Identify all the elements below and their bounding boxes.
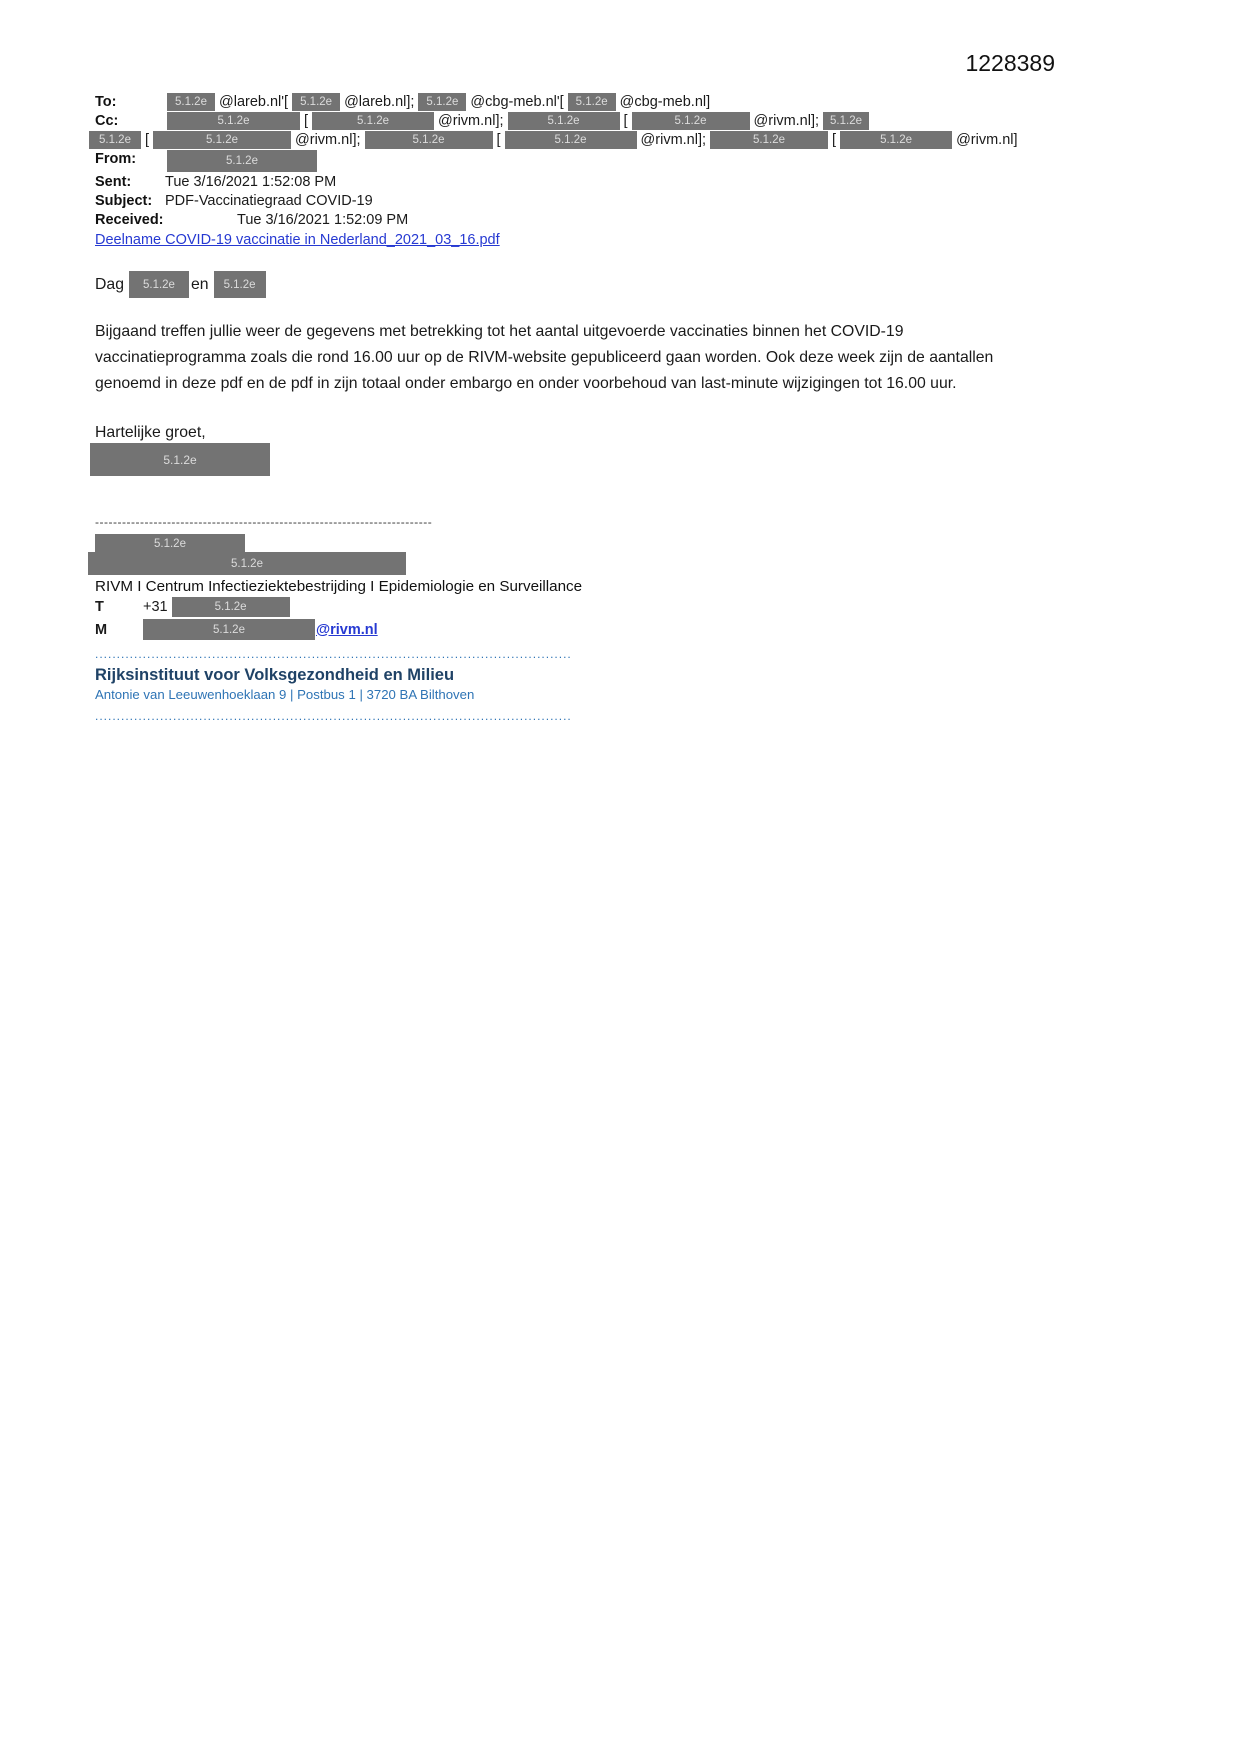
redaction-box-signoff-name: 5.1.2e [90, 443, 270, 476]
segment-text: @lareb.nl'[ [219, 94, 289, 110]
received-label: Received: [95, 212, 164, 228]
dashed-separator: --------------------------------------------------------------------------- [95, 515, 433, 529]
rivm-department-line: RIVM I Centrum Infectieziektebestrijding I Epidemiologie en Surveillance [95, 578, 583, 595]
redaction-box: 5.1.2e [167, 93, 215, 111]
redaction-box: 5.1.2e [505, 131, 637, 149]
sent-row [95, 173, 1035, 191]
redaction-box: 5.1.2e [823, 112, 869, 130]
redaction-box: 5.1.2e [89, 131, 141, 149]
subject-row [95, 192, 1035, 210]
segment-text: @cbg-meb.nl] [619, 94, 711, 110]
segment-text: @rivm.nl]; [438, 113, 504, 129]
segment-text: [ [304, 113, 309, 129]
redaction-box-phone-number: 5.1.2e [172, 597, 290, 617]
redaction-box: 5.1.2e [312, 112, 434, 130]
segment-text: en [190, 275, 209, 293]
segment-text: @rivm.nl] [956, 132, 1018, 148]
dotted-separator-bottom: .............................................................................................................. [95, 709, 572, 723]
subject-value: PDF-Vaccinatiegraad COVID-19 [165, 193, 373, 209]
subject-label: Subject: [95, 193, 153, 209]
body-paragraph: Bijgaand treffen jullie weer de gegevens met betrekking tot het aantal uitgevoerde vaccinaties binnen het COVID-19 vaccinatieprogramma zoals die rond 16.00 uur op de RIVM-website gepubliceerd gaan worden. Ook deze week zijn de aantallen genoemd in deze pdf en de pdf in zijn totaal onder embargo en onder voorbehoud van last-minute wijzigingen tot 16.00 uur. [95, 323, 994, 392]
dotted-separator-top: .............................................................................................................. [95, 647, 572, 661]
rivm-email-link[interactable]: @rivm.nl [316, 621, 378, 638]
institute-name: Rijksinstituut voor Volksgezondheid en Milieu [95, 666, 455, 684]
redaction-box: 5.1.2e [840, 131, 952, 149]
closing-line: Hartelijke groet, [95, 424, 206, 441]
cc-continuation-row [95, 131, 1035, 149]
segment-text: @cbg-meb.nl'[ [470, 94, 564, 110]
phone-row [95, 597, 1035, 617]
phone-label: T [95, 599, 104, 615]
sent-label: Sent: [95, 174, 132, 190]
redaction-box: 5.1.2e [214, 271, 266, 298]
segment-text: @rivm.nl]; [753, 113, 820, 129]
redaction-box: 5.1.2e [292, 93, 340, 111]
cc-row [95, 112, 1035, 130]
from-label: From: [95, 151, 137, 167]
redaction-box: 5.1.2e [153, 131, 291, 149]
redaction-box: 5.1.2e [632, 112, 750, 130]
cc-recipients-continued [87, 131, 1020, 149]
redaction-box: 5.1.2e [568, 93, 616, 111]
redaction-box-email-user: 5.1.2e [143, 619, 315, 640]
sent-value: Tue 3/16/2021 1:52:08 PM [165, 174, 337, 190]
mobile-label: M [95, 621, 108, 638]
institute-address: Antonie van Leeuwenhoeklaan 9 | Postbus 1 | 3720 BA Bilthoven [95, 687, 475, 702]
to-recipients [165, 93, 712, 111]
cc-label: Cc: [95, 113, 119, 129]
received-row [95, 211, 1035, 229]
segment-text: [ [832, 132, 837, 148]
segment-text: @rivm.nl]; [640, 132, 707, 148]
document-id-number: 1228389 [965, 50, 1055, 76]
segment-text: @lareb.nl]; [344, 94, 415, 110]
segment-text: [ [623, 113, 628, 129]
greeting-line [95, 271, 1035, 298]
to-row [95, 93, 1035, 111]
segment-text: Dag [95, 275, 124, 293]
redaction-box: 5.1.2e [365, 131, 493, 149]
to-label: To: [95, 94, 117, 110]
mobile-row [95, 619, 1035, 640]
redaction-box: 5.1.2e [167, 112, 300, 130]
segment-text: @rivm.nl]; [295, 132, 361, 148]
attachment-link[interactable]: Deelname COVID-19 vaccinatie in Nederland_2021_03_16.pdf [95, 232, 500, 248]
received-value: Tue 3/16/2021 1:52:09 PM [237, 212, 409, 228]
redaction-box: 5.1.2e [129, 271, 189, 298]
segment-text: [ [145, 132, 150, 148]
redaction-box-signature-role: 5.1.2e [88, 552, 406, 575]
redaction-box: 5.1.2e [418, 93, 466, 111]
redaction-box: 5.1.2e [710, 131, 828, 149]
email-content [95, 93, 1035, 723]
redaction-box: 5.1.2e [167, 150, 317, 172]
from-row [95, 150, 1035, 172]
phone-country-prefix: +31 [143, 599, 168, 615]
redaction-box-signature-name: 5.1.2e [95, 534, 245, 553]
redaction-box: 5.1.2e [508, 112, 620, 130]
cc-recipients [165, 112, 871, 130]
from-sender [165, 150, 319, 172]
segment-text: [ [496, 132, 501, 148]
